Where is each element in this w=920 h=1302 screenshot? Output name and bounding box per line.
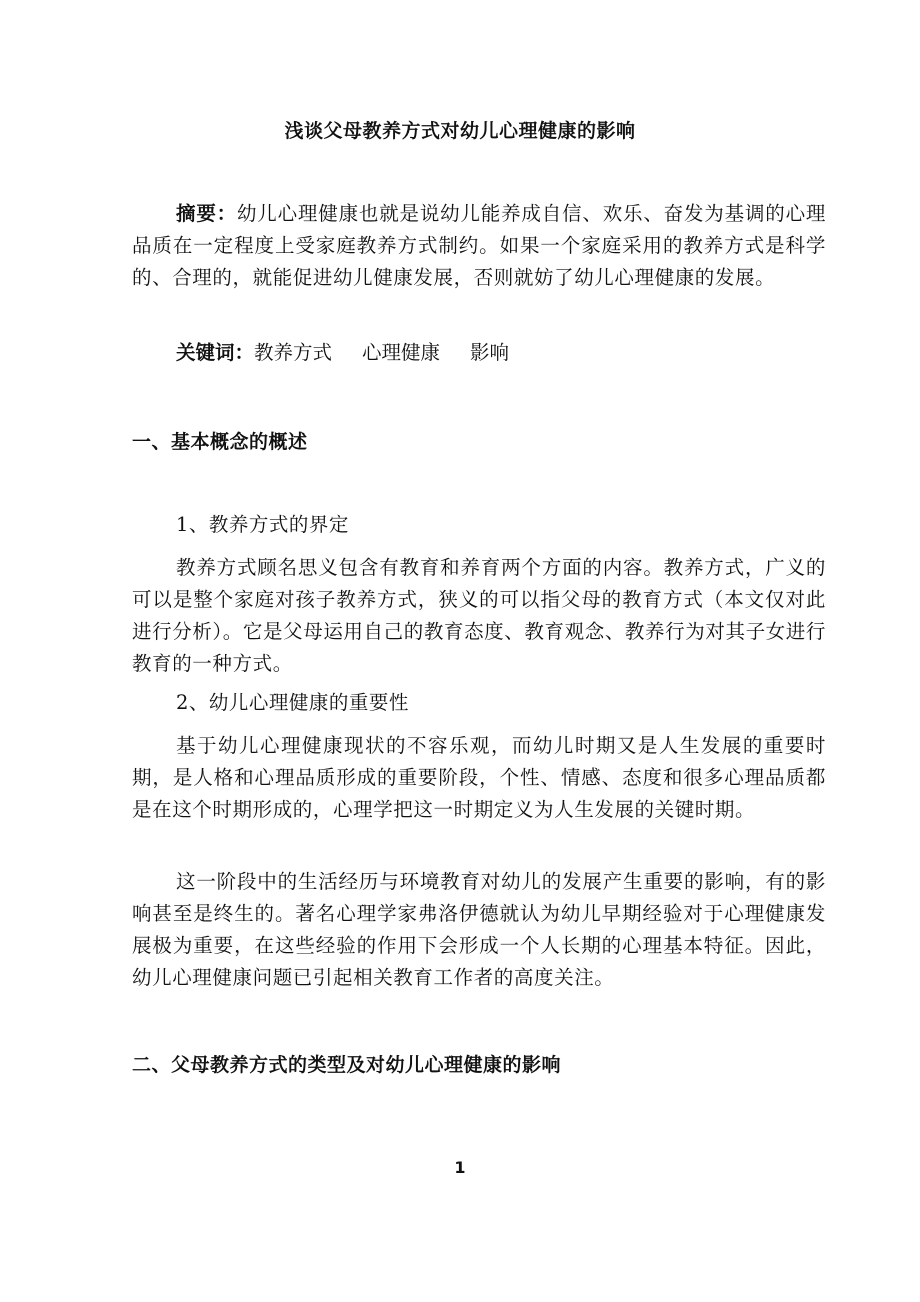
body-paragraph-1: 教养方式顾名思义包含有教育和养育两个方面的内容。教养方式，广义的可以是整个家庭对孩子教养方式，狭义的可以指父母的教育方式（本文仅对此进行分析）。它是父母运用自己的教育态度、教育观念、教养行为对其子女进行教育的一种方式。 (132, 556, 826, 675)
section-heading-1: 一、基本概念的概述 (132, 431, 308, 453)
body-paragraph-3: 这一阶段中的生活经历与环境教育对幼儿的发展产生重要的影响，有的影响甚至是终生的。著名心理学家弗洛伊德就认为幼儿早期经验对于心理健康发展极为重要，在这些经验的作用下会形成一个人长期的心理基本特征。因此，幼儿心理健康问题已引起相关教育工作者的高度关注。 (132, 870, 826, 989)
body-paragraph-2: 基于幼儿心理健康现状的不容乐观，而幼儿时期又是人生发展的重要时期，是人格和心理品质形成的重要阶段，个性、情感、态度和很多心理品质都是在这个时期形成的，心理学把这一时期定义为人生发展的关键时期。 (132, 734, 826, 821)
document-title: 浅谈父母教养方式对幼儿心理健康的影响 (284, 120, 636, 142)
section-heading-2: 二、父母教养方式的类型及对幼儿心理健康的影响 (132, 1054, 562, 1076)
keywords-label: 关键词： (176, 341, 255, 364)
keyword-item: 心理健康 (362, 341, 441, 364)
subsection-heading-2: 2、幼儿心理健康的重要性 (176, 691, 409, 714)
subsection-heading-1: 1、教养方式的界定 (176, 513, 349, 536)
keyword-item: 影响 (470, 341, 510, 364)
keywords-line (176, 337, 539, 369)
page-number: 1 (454, 1158, 466, 1177)
abstract-paragraph (132, 198, 826, 294)
keyword-item: 教养方式 (254, 341, 333, 364)
abstract-label: 摘要： (176, 202, 237, 225)
abstract-text: 幼儿心理健康也就是说幼儿能养成自信、欢乐、奋发为基调的心理品质在一定程度上受家庭教养方式制约。如果一个家庭采用的教养方式是科学的、合理的，就能促进幼儿健康发展，否则就妨了幼儿心理健康的发展。 (132, 202, 826, 289)
